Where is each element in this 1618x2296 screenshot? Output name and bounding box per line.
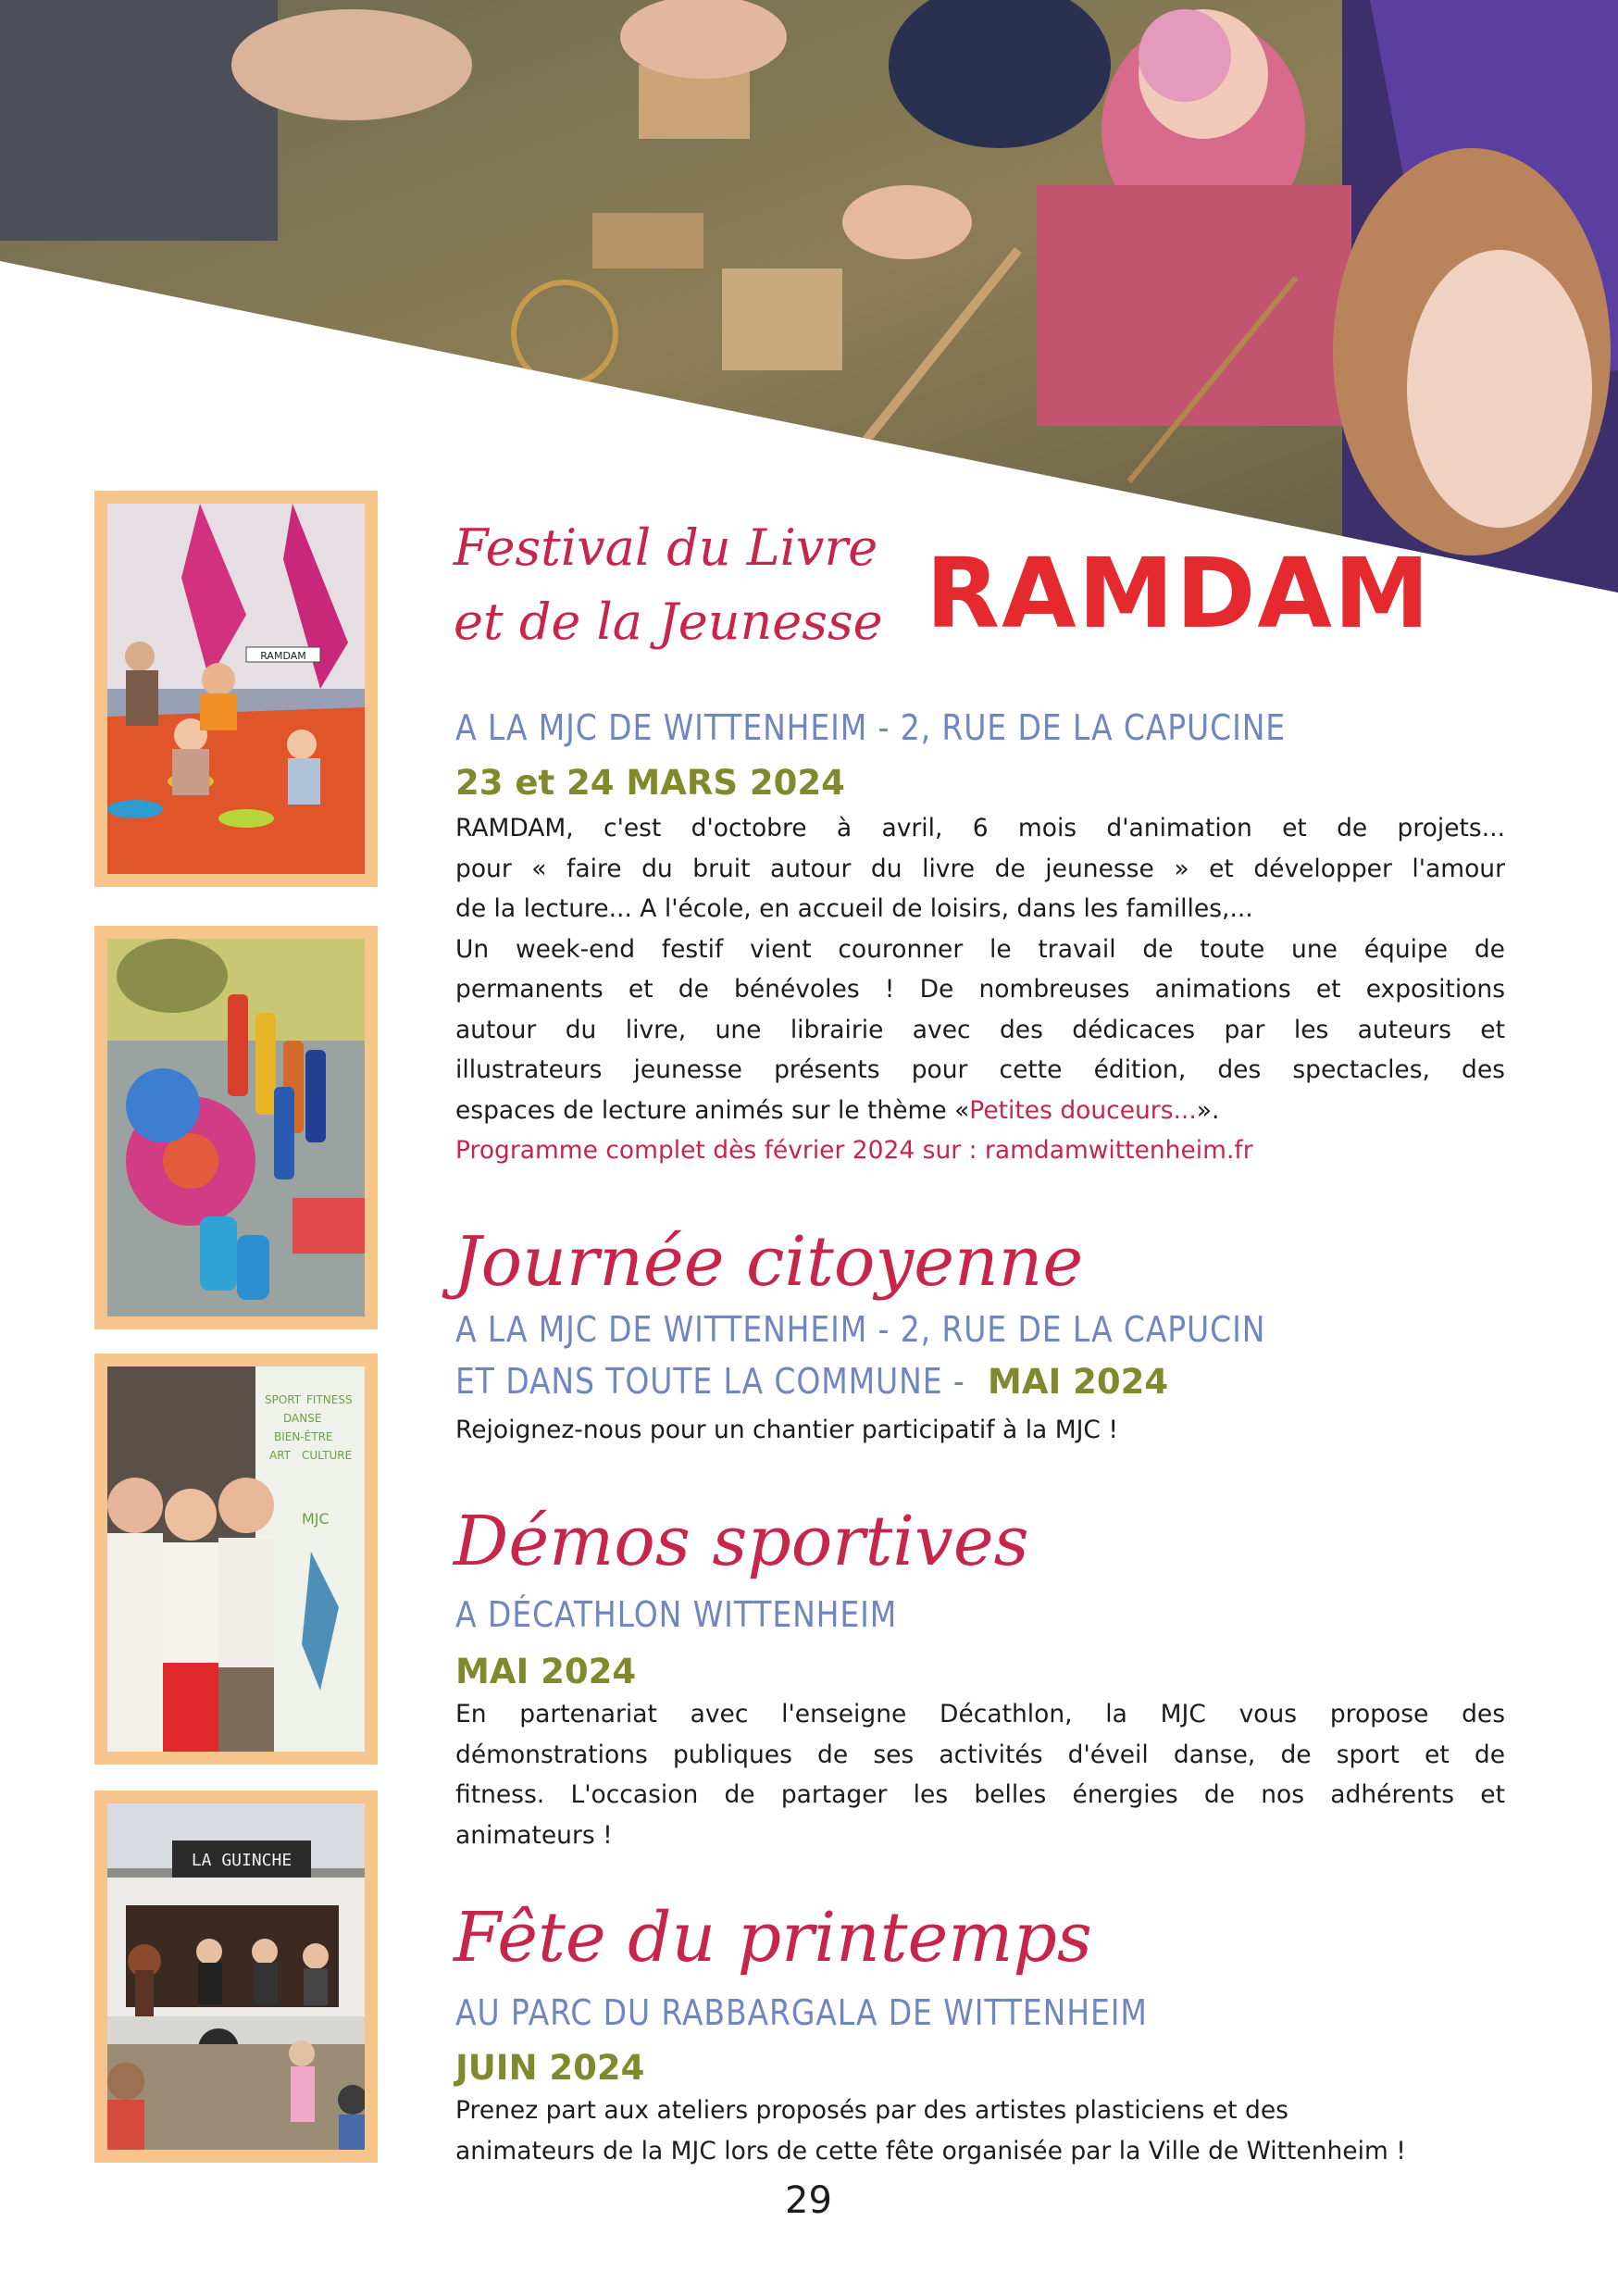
demos-location: A DÉCATHLON WITTENHEIM — [455, 1594, 898, 1635]
festival-line-5: permanents et de bénévoles ! De nombreuses animations et expositions — [455, 975, 1505, 1004]
demos-line-3: fitness. L'occasion de partager les belles énergies de nos adhérents et — [455, 1780, 1505, 1809]
journee-title: Journée citoyenne — [454, 1222, 1084, 1302]
poster-word-culture: CULTURE — [302, 1449, 353, 1462]
poster-word-art: ART — [269, 1449, 292, 1462]
poster-word-sport: SPORT — [265, 1393, 302, 1406]
photo-la-guinche-concert — [94, 1791, 378, 2163]
photo-bottles-flowers — [94, 926, 378, 1329]
photo-mjc-team — [94, 1354, 378, 1765]
fete-location: AU PARC DU RABBARGALA DE WITTENHEIM — [455, 1992, 1148, 2033]
festival-script-line-2: et de la Jeunesse — [454, 593, 883, 651]
program-link[interactable]: Programme complet dès février 2024 sur : ramdamwittenheim.fr — [455, 1136, 1253, 1165]
festival-line-4: Un week-end festif vient couronner le travail de toute une équipe de — [455, 934, 1505, 964]
demos-line-2: démonstrations publiques de ses activités d'éveil danse, de sport et de — [455, 1740, 1505, 1769]
ramdam-logo: RAMDAM — [926, 537, 1432, 650]
festival-description — [455, 808, 1505, 1171]
theme-highlight: Petites douceurs... — [969, 1095, 1197, 1125]
festival-location: A LA MJC DE WITTENHEIM - 2, RUE DE LA CAPUCINE — [455, 707, 1287, 748]
festival-line-6: autour du livre, une librairie avec des dédicaces par les auteurs et — [455, 1015, 1505, 1044]
demos-description — [455, 1694, 1505, 1855]
festival-date: 23 et 24 MARS 2024 — [455, 763, 845, 803]
journee-location-line-2: ET DANS TOUTE LA COMMUNE - — [455, 1361, 965, 1402]
poster-word-mjc: MJC — [302, 1510, 330, 1528]
festival-line-7: illustrateurs jeunesse présents pour cette édition, des spectacles, des — [455, 1055, 1505, 1084]
festival-line-3: de la lecture... A l'école, en accueil de loisirs, dans les familles,... — [455, 894, 1253, 923]
demos-title: Démos sportives — [454, 1502, 1029, 1581]
photo-reading-corner — [94, 491, 378, 887]
fete-line-1: Prenez part aux ateliers proposés par des artistes plasticiens et des — [455, 2096, 1288, 2125]
page-number: 29 — [785, 2179, 832, 2222]
demos-line-4: animateurs ! — [455, 1820, 613, 1850]
journee-location-line-1: A LA MJC DE WITTENHEIM - 2, RUE DE LA CAPUCIN — [455, 1309, 1266, 1350]
journee-date: MAI 2024 — [988, 1362, 1169, 1402]
banner-sign-text: RAMDAM — [260, 650, 306, 662]
journee-text: Rejoignez-nous pour un chantier participatif à la MJC ! — [455, 1416, 1118, 1444]
demos-line-1: En partenariat avec l'enseigne Décathlon, la MJC vous propose des — [455, 1700, 1505, 1728]
festival-line-1: RAMDAM, c'est d'octobre à avril, 6 mois d'animation et de projets... — [455, 814, 1505, 842]
journee-location-line-2-row — [455, 1361, 1168, 1402]
fete-date: JUIN 2024 — [455, 2048, 645, 2088]
festival-script-line-1: Festival du Livre — [454, 518, 878, 577]
festival-line-8: espaces de lecture animés sur le thème «Petites douceurs...». — [455, 1095, 1220, 1125]
poster-word-fitness: FITNESS — [306, 1393, 353, 1406]
festival-line-2: pour « faire du bruit autour du livre de jeunesse » et développer l'amour — [455, 854, 1505, 883]
demos-date: MAI 2024 — [455, 1652, 637, 1691]
fete-line-2: animateurs de la MJC lors de cette fête organisée par la Ville de Wittenheim ! — [455, 2136, 1406, 2165]
poster-word-danse: DANSE — [283, 1412, 322, 1425]
fete-title: Fête du printemps — [454, 1898, 1092, 1978]
truck-sign-text: LA GUINCHE — [191, 1851, 292, 1870]
fete-description — [455, 2090, 1548, 2171]
poster-word-bien-etre: BIEN-ÊTRE — [274, 1430, 333, 1443]
